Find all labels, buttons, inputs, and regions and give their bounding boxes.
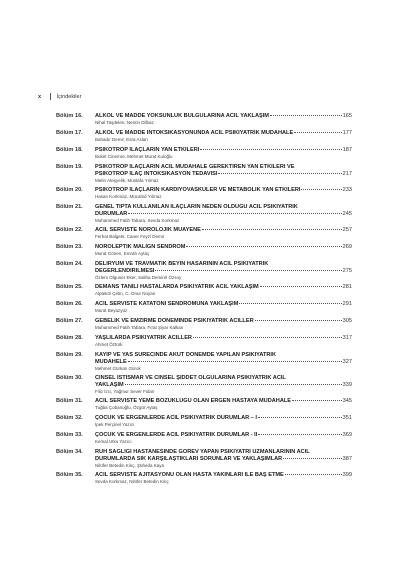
chapter-title: ÇOCUK VE ERGENLERDE ACİL PSİKİYATRİK DURUMLAR - II <box>95 432 258 438</box>
chapter-title-line <box>95 301 352 308</box>
chapter-title: CİNSEL İSTİSMAR VE CİNSEL ŞİDDET OLGULARINA PSİKİYATRİK ACİL <box>95 375 286 381</box>
chapter-title-line <box>95 187 352 194</box>
chapter-title-line <box>95 375 352 382</box>
chapter-authors: Kemal Utku Yazıcı <box>95 439 132 445</box>
chapter-label: Bölüm 27. <box>56 318 83 324</box>
dot-leader <box>292 400 342 401</box>
entry-body <box>95 164 352 184</box>
page-ref[interactable]: 345 <box>342 398 352 404</box>
entry-body <box>95 449 352 469</box>
chapter-title: ACİL SERVİSTE NÖROLOJİK MUAYENE <box>95 227 201 233</box>
dot-leader <box>125 384 342 385</box>
dot-leader <box>202 229 342 230</box>
chapter-authors: Muhammed Fatih Tabara, Sevda Korkmaz <box>95 217 180 223</box>
dot-leader <box>193 337 342 338</box>
chapter-authors: Filiz İzci, Yağmur Sever Fidan <box>95 388 155 394</box>
chapter-title: ACİL SERVİSTE YEME BOZUKLUĞU OLAN ERGEN HASTAYA MÜDAHALE <box>95 398 292 404</box>
chapter-title-line <box>95 204 352 211</box>
chapter-authors: Ahmet Öztürk <box>95 342 123 348</box>
chapter-authors: Ferhat Balgetir, Caner Feyzi Demir <box>95 234 165 240</box>
chapter-title: ÇOCUK VE ERGENLERDE ACİL PSİKİYATRİK DURUMLAR – I <box>95 415 257 421</box>
chapter-authors: Özlem Olguner Eker, Saliha Demirel Özsoy <box>95 274 182 280</box>
page-ref[interactable]: 291 <box>342 301 352 307</box>
chapter-authors: Muhammed Fatih Tabara, Fırat Şiyar Kalkan <box>95 325 184 331</box>
running-header <box>38 93 81 100</box>
chapter-label: Bölüm 23. <box>56 244 83 250</box>
entry-body <box>95 147 352 160</box>
chapter-title-line <box>95 415 352 422</box>
dot-leader <box>200 149 341 150</box>
entry-body <box>95 227 352 240</box>
dot-leader <box>285 474 342 475</box>
page-number: x <box>38 93 42 100</box>
chapter-label: Bölüm 19. <box>56 164 83 170</box>
chapter-title-line <box>95 171 352 178</box>
entry-body <box>95 261 352 281</box>
dot-leader <box>255 320 342 321</box>
chapter-authors: Alpteköi Çetin, C. Onur Noyan <box>95 291 156 297</box>
chapter-title: PSİKOTROP İLAÇLARIN KARDİYOVASKÜLER VE METABOLİK YAN ETKİLERİ <box>95 187 301 193</box>
entry-body <box>95 472 352 485</box>
entry-body <box>95 318 352 331</box>
page-ref[interactable]: 177 <box>342 130 352 136</box>
entry-body <box>95 432 352 445</box>
chapter-label: Bölüm 24. <box>56 261 83 267</box>
section-title: İçindekiler <box>56 93 82 100</box>
chapter-title: DEĞERLENDİRİLMESİ <box>95 267 155 274</box>
page-ref[interactable]: 317 <box>342 335 352 341</box>
chapter-title-line <box>95 261 352 268</box>
chapter-title-line <box>95 147 352 154</box>
chapter-title-line <box>95 398 352 405</box>
chapter-title: DEMANS TANILI HASTALARDA PSİKİYATRİK ACİL YAKLAŞIM <box>95 284 259 290</box>
chapter-label: Bölüm 29. <box>56 352 83 358</box>
dot-leader <box>260 286 342 287</box>
chapter-title: DURUMLAR <box>95 210 128 217</box>
entry-body <box>95 284 352 297</box>
chapter-authors: Buket Cinemre, Mehmet Murat Kuloğlu <box>95 154 173 160</box>
chapter-title: ACİL SERVİSTE AJİTASYONU OLAN HASTA YAKINLARI İLE BAŞ ETME <box>95 472 284 478</box>
chapter-title: ALKOL VE MADDE YOKSUNLUK BULGULARINA ACİL YAKLAŞIM <box>95 113 269 119</box>
dot-leader <box>294 132 341 133</box>
chapter-label: Bölüm 16. <box>56 113 83 119</box>
chapter-label: Bölüm 25. <box>56 284 83 290</box>
dot-leader <box>258 417 342 418</box>
chapter-title-line <box>95 164 352 171</box>
chapter-label: Bölüm 35. <box>56 472 83 478</box>
chapter-title: MÜDAHELE <box>95 358 127 365</box>
page-ref[interactable]: 305 <box>342 318 352 324</box>
page-ref[interactable]: 233 <box>342 187 352 193</box>
chapter-title-line <box>95 227 352 234</box>
dot-leader <box>283 458 341 459</box>
chapter-title: DURUMLARDA SIK KARŞILAŞTIKLARI SORUNLAR VE YAKLAŞIMLAR <box>95 455 283 462</box>
chapter-authors: Murat Beyazyüz <box>95 308 128 314</box>
chapter-authors: Nilüfer Betedin Kılıç, Şüheda Kaya <box>95 462 165 468</box>
chapter-title-line <box>95 382 352 389</box>
chapter-title: DELİRYUM VE TRAVMATİK BEYİN HASARININ ACİL PSİKİYATRİK <box>95 261 269 267</box>
chapter-title: PSİKOTROP İLAÇ İNTOKSİKASYON TEDAVİSİ <box>95 170 218 177</box>
entry-body <box>95 415 352 428</box>
chapter-title: RUH SAĞLIĞI HASTANESİNDE GÖREV YAPAN PSİKİYATRİ UZMANLARININ ACİL <box>95 449 310 455</box>
entry-body <box>95 375 352 395</box>
entry-body <box>95 301 352 314</box>
chapter-label: Bölüm 31. <box>56 398 83 404</box>
page-ref[interactable]: 245 <box>342 210 352 217</box>
entry-body <box>95 398 352 411</box>
page-ref[interactable]: 165 <box>342 113 352 119</box>
entry-body <box>95 335 352 348</box>
chapter-title-line <box>95 318 352 325</box>
chapter-title-line <box>95 432 352 439</box>
chapter-label: Bölüm 21. <box>56 204 83 210</box>
entry-body <box>95 130 352 143</box>
chapter-label: Bölüm 18. <box>56 147 83 153</box>
page-ref[interactable]: 369 <box>342 432 352 438</box>
chapter-title: ALKOL VE MADDE İNTOKSİKASYONUNDA ACİL PSİKİYATRİK MÜDAHALE <box>95 130 294 136</box>
entry-body <box>95 244 352 257</box>
chapter-authors: Murat Gönen, Emrah Aytaç <box>95 251 150 257</box>
dot-leader <box>155 270 341 271</box>
chapter-label: Bölüm 33. <box>56 432 83 438</box>
chapter-authors: Mehmet Gürkan Gürok <box>95 365 141 371</box>
chapter-label: Bölüm 20. <box>56 187 83 193</box>
chapter-label: Bölüm 30. <box>56 375 83 381</box>
chapter-title: GEBELİK VE EMZİRME DÖNEMİNDE PSİKİYATRİK ACİLLER <box>95 318 254 324</box>
chapter-title-line <box>95 359 352 366</box>
chapter-authors: Tuğba Çobanoğlu, Özgür Aytaş <box>95 405 158 411</box>
chapter-title-line <box>95 244 352 251</box>
chapter-title-line <box>95 472 352 479</box>
entry-body <box>95 352 352 372</box>
chapter-label: Bölüm 26. <box>56 301 83 307</box>
chapter-title-line <box>95 130 352 137</box>
page-ref[interactable]: 387 <box>342 455 352 462</box>
chapter-label: Bölüm 34. <box>56 449 83 455</box>
chapter-authors: Hasan Korkmaz, Mücahid Yılmaz <box>95 194 162 200</box>
header-divider <box>50 93 51 100</box>
dot-leader <box>128 213 341 214</box>
chapter-title: YAKLAŞIM <box>95 381 124 388</box>
dot-leader <box>128 361 342 362</box>
dot-leader <box>270 115 342 116</box>
page-ref[interactable]: 275 <box>342 267 352 274</box>
chapter-authors: Metin Ateşyelik, Mustafa Yılmaz <box>95 177 159 183</box>
entry-body <box>95 113 352 126</box>
chapter-label: Bölüm 28. <box>56 335 83 341</box>
chapter-title-line <box>95 268 352 275</box>
page-ref[interactable]: 257 <box>342 227 352 233</box>
page-ref[interactable]: 217 <box>342 170 352 177</box>
chapter-label: Bölüm 32. <box>56 415 83 421</box>
chapter-title-line <box>95 352 352 359</box>
dot-leader <box>301 189 341 190</box>
page-ref[interactable]: 351 <box>342 415 352 421</box>
chapter-title: KAYIP VE YAS SÜRECİNDE AKUT DÖNEMDE YAPILAN PSİKİYATRİK <box>95 352 277 358</box>
chapter-title-line <box>95 113 352 120</box>
chapter-label: Bölüm 22. <box>56 227 83 233</box>
chapter-title-line <box>95 335 352 342</box>
page-ref[interactable]: 339 <box>342 381 352 388</box>
dot-leader <box>186 246 341 247</box>
chapter-title: GENEL TIPTA KULLANILAN İLAÇLARIN NEDEN OLDUĞU ACİL PSİKİYATRİK <box>95 204 298 210</box>
chapter-title-line <box>95 284 352 291</box>
chapter-authors: Bahadır Demir, Esra Aslan <box>95 137 148 143</box>
page-ref[interactable]: 187 <box>342 147 352 153</box>
chapter-authors: Sevda Korkmaz, Nilüfer Betedin Kılıç <box>95 479 169 485</box>
chapter-title: PSİKOTROP İLAÇLARIN ACİL MÜDAHALE GEREKTİREN YAN ETKİLERİ VE <box>95 164 295 170</box>
chapter-title: YAŞLILARDA PSİKİYATRİK ACİLLER <box>95 335 192 341</box>
page-ref[interactable]: 399 <box>342 472 352 478</box>
page-ref[interactable]: 281 <box>342 284 352 290</box>
chapter-title: NÖROLEPTİK MALİGN SENDROM <box>95 244 186 250</box>
dot-leader <box>239 303 341 304</box>
chapter-title-line <box>95 211 352 218</box>
chapter-title-line <box>95 449 352 456</box>
page-ref[interactable]: 269 <box>342 244 352 250</box>
chapter-title: PSİKOTROP İLAÇLARIN YAN ETKİLERİ <box>95 147 200 153</box>
dot-leader <box>258 434 341 435</box>
entry-body <box>95 187 352 200</box>
chapter-label: Bölüm 17. <box>56 130 83 136</box>
entry-body <box>95 204 352 224</box>
dot-leader <box>218 173 341 174</box>
chapter-authors: Nihal Taşdelen, Nesrin Dilbaz <box>95 120 154 126</box>
chapter-title: ACİL SERVİSTE KATATONİ SENDROMUNA YAKLAŞIM <box>95 301 239 307</box>
chapter-title-line <box>95 456 352 463</box>
page-ref[interactable]: 327 <box>342 358 352 365</box>
chapter-authors: İpek Perçinel Yazıcı <box>95 422 135 428</box>
